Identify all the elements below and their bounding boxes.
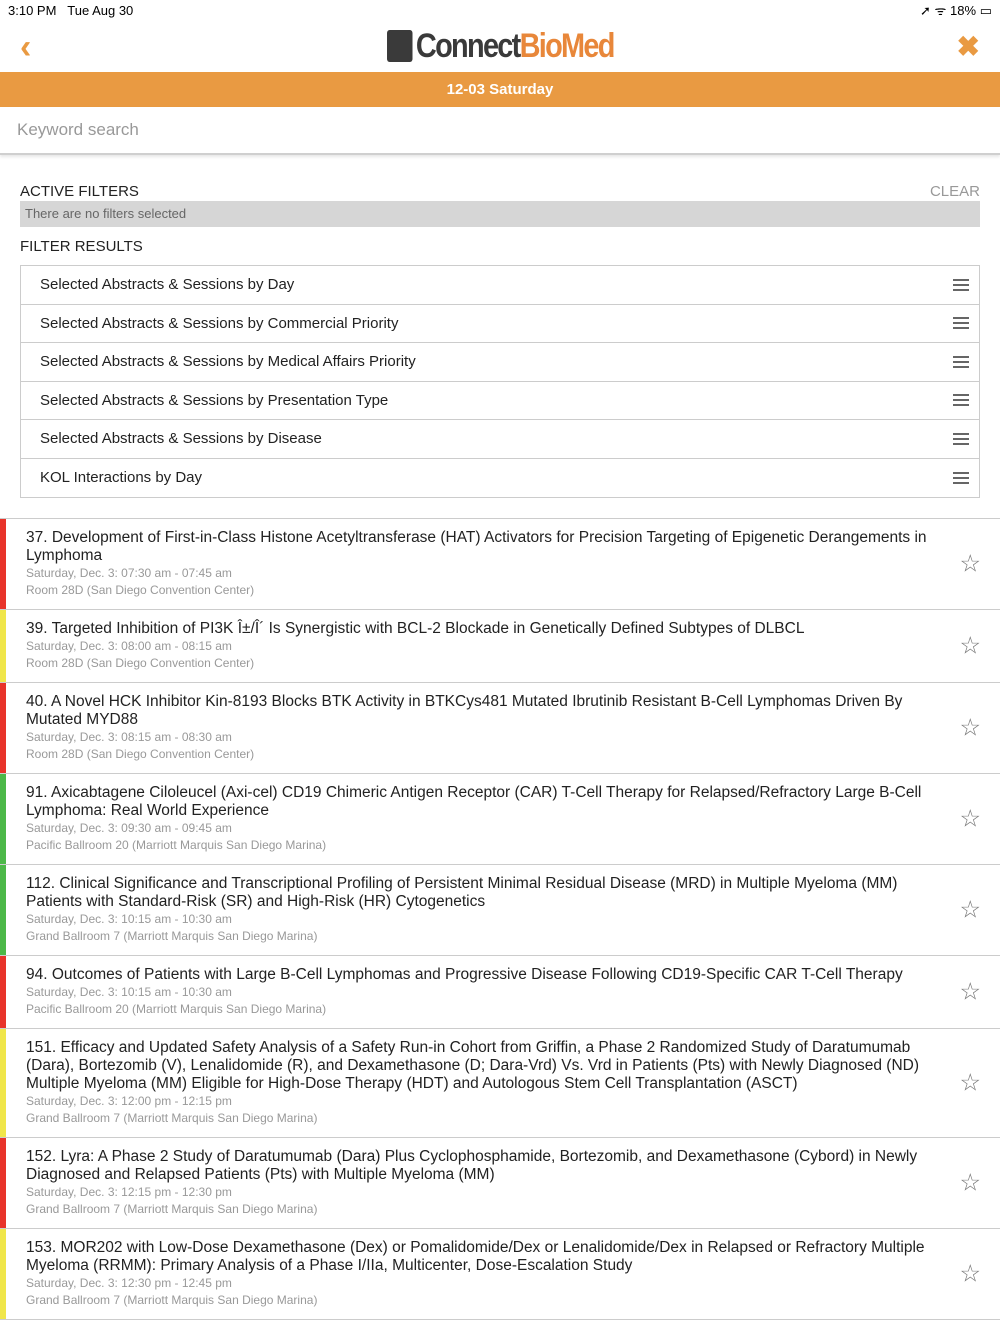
battery-icon: ▭	[979, 3, 992, 18]
session-location: Pacific Ballroom 20 (Marriott Marquis San Diego Marina)	[26, 1002, 327, 1016]
logo-text-connect: Connect	[415, 26, 520, 65]
filter-item-label: Selected Abstracts & Sessions by Medical Affairs Priority	[40, 353, 416, 371]
dna-icon	[387, 30, 413, 62]
filter-results-heading: FILTER RESULTS	[20, 238, 143, 255]
session-title: 112. Clinical Significance and Transcriptional Profiling of Persistent Minimal Residual Disease (MRD) in Multiple Myeloma (MM) Patients with Standard-Risk (SR) and High-Risk (HR) Cytogenetics	[26, 875, 898, 910]
menu-icon[interactable]	[953, 356, 969, 368]
day-banner: 12-03 Saturday	[0, 72, 1000, 107]
session-item[interactable]	[0, 1029, 1000, 1138]
filter-item[interactable]	[21, 382, 979, 421]
session-time: Saturday, Dec. 3: 10:15 am - 10:30 am	[26, 912, 232, 926]
favorite-star-icon[interactable]: ☆	[959, 550, 981, 578]
menu-icon[interactable]	[953, 317, 969, 329]
favorite-star-icon[interactable]: ☆	[959, 1069, 981, 1097]
favorite-star-icon[interactable]: ☆	[959, 1260, 981, 1288]
session-item[interactable]	[0, 1229, 1000, 1320]
session-title: 153. MOR202 with Low-Dose Dexamethasone (Dex) or Pomalidomide/Dex or Lenalidomide/Dex in Relapsed or Refractory Multiple Myeloma (RRMM): Primary Analysis of a Phase I/IIa, Multicenter, Dose-Escalation Study	[26, 1239, 925, 1274]
session-item[interactable]	[0, 956, 1000, 1029]
session-item[interactable]	[0, 1138, 1000, 1229]
priority-color-bar	[0, 865, 6, 955]
session-location: Grand Ballroom 7 (Marriott Marquis San Diego Marina)	[26, 1111, 318, 1125]
session-location: Grand Ballroom 7 (Marriott Marquis San Diego Marina)	[26, 1293, 318, 1307]
filter-item[interactable]	[21, 305, 979, 344]
menu-icon[interactable]	[953, 472, 969, 484]
session-location: Room 28D (San Diego Convention Center)	[26, 583, 255, 597]
filters-section	[0, 155, 1000, 498]
logo-text-biomed: BioMed	[519, 26, 614, 65]
filter-item-label: Selected Abstracts & Sessions by Commercial Priority	[40, 314, 399, 332]
session-title: 40. A Novel HCK Inhibitor Kin-8193 Blocks BTK Activity in BTKCys481 Mutated Ibrutinib Resistant B-Cell Lymphomas Driven By Mutated MYD88	[26, 693, 903, 728]
session-title: 91. Axicabtagene Ciloleucel (Axi-cel) CD19 Chimeric Antigen Receptor (CAR) T-Cell Therapy for Relapsed/Refractory Large B-Cell Lymphoma: Real World Experience	[26, 784, 922, 819]
session-location: Room 28D (San Diego Convention Center)	[26, 656, 255, 670]
favorite-star-icon[interactable]: ☆	[959, 978, 981, 1006]
filter-item[interactable]	[21, 343, 979, 382]
priority-color-bar	[0, 683, 6, 773]
session-item[interactable]	[0, 519, 1000, 610]
priority-color-bar	[0, 1029, 6, 1137]
session-time: Saturday, Dec. 3: 07:30 am - 07:45 am	[26, 566, 232, 580]
back-button[interactable]: ‹	[20, 28, 32, 66]
favorite-star-icon[interactable]: ☆	[959, 805, 981, 833]
session-location: Pacific Ballroom 20 (Marriott Marquis San Diego Marina)	[26, 838, 327, 852]
status-date: Tue Aug 30	[67, 2, 134, 18]
filter-item-label: Selected Abstracts & Sessions by Presentation Type	[40, 391, 389, 409]
session-item[interactable]	[0, 610, 1000, 683]
app-header	[0, 20, 1000, 72]
favorite-star-icon[interactable]: ☆	[959, 896, 981, 924]
session-title: 152. Lyra: A Phase 2 Study of Daratumumab (Dara) Plus Cyclophosphamide, Bortezomib, and Dexamethasone (Cybord) in Newly Diagnosed and Relapsed Patients (Pts) with Multiple Myeloma (MM)	[26, 1148, 918, 1183]
favorite-star-icon[interactable]: ☆	[959, 1169, 981, 1197]
session-item[interactable]	[0, 683, 1000, 774]
no-filters-message: There are no filters selected	[20, 201, 980, 227]
close-button[interactable]: ✖	[956, 31, 980, 62]
search-bar	[0, 107, 1000, 155]
favorite-star-icon[interactable]: ☆	[959, 714, 981, 742]
menu-icon[interactable]	[953, 279, 969, 291]
filter-list	[20, 265, 980, 498]
active-filters-heading: ACTIVE FILTERS	[20, 183, 139, 200]
session-item[interactable]	[0, 774, 1000, 865]
filter-item-label: Selected Abstracts & Sessions by Disease	[40, 430, 322, 448]
priority-color-bar	[0, 610, 6, 682]
status-time: 3:10 PM	[8, 2, 57, 18]
session-title: 39. Targeted Inhibition of PI3K Î±/Î´ Is Synergistic with BCL-2 Blockade in Genetically Defined Subtypes of DLBCL	[26, 620, 805, 637]
session-location: Grand Ballroom 7 (Marriott Marquis San Diego Marina)	[26, 929, 318, 943]
priority-color-bar	[0, 774, 6, 864]
filter-item[interactable]	[21, 459, 979, 498]
logo	[387, 27, 614, 66]
priority-color-bar	[0, 1229, 6, 1319]
filter-item[interactable]	[21, 420, 979, 459]
keyword-search-input[interactable]	[17, 120, 902, 140]
session-list	[0, 518, 1000, 1320]
session-time: Saturday, Dec. 3: 12:30 pm - 12:45 pm	[26, 1276, 232, 1290]
filter-item-label: Selected Abstracts & Sessions by Day	[40, 276, 295, 294]
session-time: Saturday, Dec. 3: 12:15 pm - 12:30 pm	[26, 1185, 232, 1199]
session-title: 151. Efficacy and Updated Safety Analysis of a Safety Run-in Cohort from Griffin, a Phase 2 Randomized Study of Daratumumab (Dara), Bortezomib (V), Lenalidomide (R), and Dexamethasone (D; Dara-Vrd) Vs. Vrd in Patients (Pts) with Newly Diagnosed (ND) Multiple Myeloma (MM) Eligible for High-Dose Therapy (HDT) and Autologous Stem Cell Transplantation (ASCT)	[26, 1039, 919, 1092]
menu-icon[interactable]	[953, 394, 969, 406]
session-item[interactable]	[0, 865, 1000, 956]
session-time: Saturday, Dec. 3: 09:30 am - 09:45 am	[26, 821, 232, 835]
session-time: Saturday, Dec. 3: 10:15 am - 10:30 am	[26, 985, 232, 999]
session-title: 94. Outcomes of Patients with Large B-Cell Lymphomas and Progressive Disease Following CD19-Specific CAR T-Cell Therapy	[26, 966, 903, 983]
clear-button[interactable]: CLEAR	[929, 183, 980, 200]
session-location: Room 28D (San Diego Convention Center)	[26, 747, 255, 761]
status-bar	[0, 0, 1000, 20]
wifi-icon: ➚ ᯤ	[920, 3, 951, 18]
session-time: Saturday, Dec. 3: 12:00 pm - 12:15 pm	[26, 1094, 232, 1108]
priority-color-bar	[0, 1138, 6, 1228]
session-location: Grand Ballroom 7 (Marriott Marquis San Diego Marina)	[26, 1202, 318, 1216]
favorite-star-icon[interactable]: ☆	[959, 632, 981, 660]
battery-level: 18%	[950, 3, 977, 18]
filter-item[interactable]	[21, 266, 979, 305]
session-title: 37. Development of First-in-Class Histone Acetyltransferase (HAT) Activators for Precision Targeting of Epigenetic Derangements in Lymphoma	[26, 529, 927, 564]
priority-color-bar	[0, 519, 6, 609]
priority-color-bar	[0, 956, 6, 1028]
filter-item-label: KOL Interactions by Day	[40, 469, 203, 487]
session-time: Saturday, Dec. 3: 08:15 am - 08:30 am	[26, 730, 232, 744]
session-time: Saturday, Dec. 3: 08:00 am - 08:15 am	[26, 639, 232, 653]
menu-icon[interactable]	[953, 433, 969, 445]
